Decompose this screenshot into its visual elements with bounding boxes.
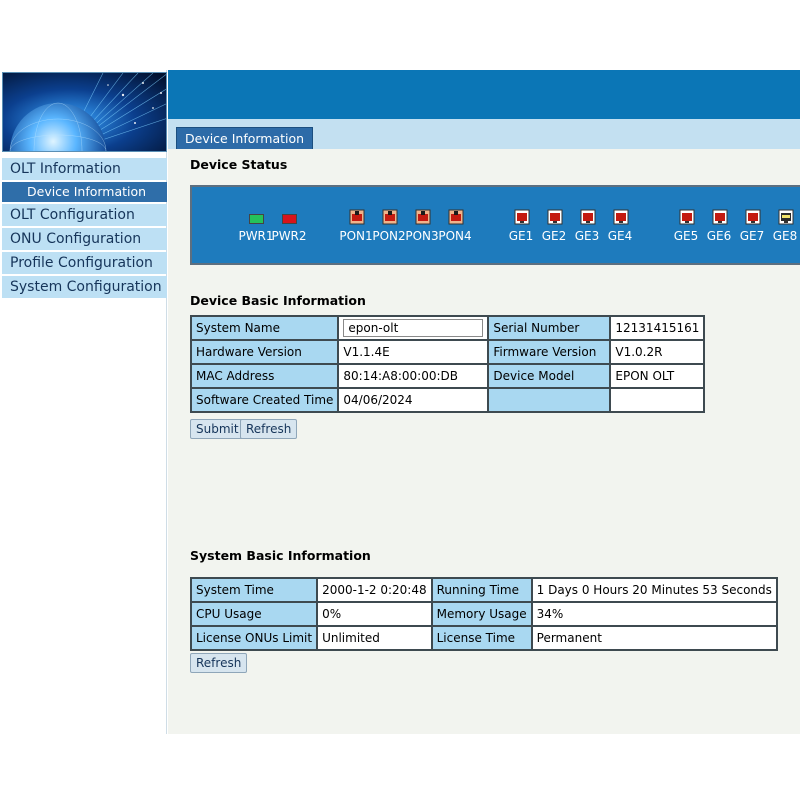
- hardware-version-label: Hardware Version: [191, 340, 338, 364]
- system-name-label: System Name: [191, 316, 338, 340]
- serial-number-label: Serial Number: [488, 316, 610, 340]
- nav-item-profile-configuration[interactable]: Profile Configuration: [2, 252, 167, 274]
- license-time-value: Permanent: [532, 626, 777, 650]
- pon-port-icon: [349, 209, 365, 225]
- nav-item-system-configuration[interactable]: System Configuration: [2, 276, 167, 298]
- license-time-label: License Time: [432, 626, 532, 650]
- system-time-label: System Time: [191, 578, 317, 602]
- ethernet-port-icon: [745, 209, 761, 225]
- ge3-label: GE3: [574, 229, 600, 243]
- ge8-label: GE8: [772, 229, 798, 243]
- pon-port-icon: [415, 209, 431, 225]
- pwr1-led-icon: [249, 214, 264, 224]
- running-time-value: 1 Days 0 Hours 20 Minutes 53 Seconds: [532, 578, 777, 602]
- pon4-label: PON4: [438, 229, 472, 243]
- ge1-label: GE1: [508, 229, 534, 243]
- system-name-cell: [338, 316, 488, 340]
- app-window: [0, 70, 800, 734]
- firmware-version-label: Firmware Version: [488, 340, 610, 364]
- table-row: [191, 602, 777, 626]
- refresh-system-info-button[interactable]: Refresh: [190, 653, 247, 673]
- mac-address-label: MAC Address: [191, 364, 338, 388]
- tab-bar: [168, 119, 800, 149]
- ethernet-port-icon: [580, 209, 596, 225]
- ethernet-port-icon: [514, 209, 530, 225]
- nav-item-device-information[interactable]: Device Information: [2, 182, 167, 202]
- header-bar: [168, 70, 800, 119]
- pwr1-label: PWR1: [238, 229, 274, 243]
- software-created-time-value: 04/06/2024: [338, 388, 488, 412]
- tab-device-information[interactable]: Device Information: [176, 127, 313, 149]
- table-row: [191, 578, 777, 602]
- empty-value-cell: [610, 388, 704, 412]
- device-model-label: Device Model: [488, 364, 610, 388]
- ge5-label: GE5: [673, 229, 699, 243]
- table-row: [191, 316, 704, 340]
- ge7-label: GE7: [739, 229, 765, 243]
- pon2-label: PON2: [372, 229, 406, 243]
- pon-port-icon: [382, 209, 398, 225]
- ethernet-port-icon: [547, 209, 563, 225]
- table-row: [191, 364, 704, 388]
- device-basic-info-title: Device Basic Information: [190, 293, 366, 308]
- system-name-input[interactable]: [343, 319, 483, 337]
- ge4-label: GE4: [607, 229, 633, 243]
- ethernet-port-icon: [712, 209, 728, 225]
- left-panel: [0, 70, 167, 734]
- device-status-title: Device Status: [190, 157, 288, 172]
- pwr2-label: PWR2: [271, 229, 307, 243]
- ethernet-port-icon: [778, 209, 794, 225]
- globe-banner-image: [2, 72, 167, 152]
- ge2-label: GE2: [541, 229, 567, 243]
- ethernet-port-icon: [613, 209, 629, 225]
- nav-menu: [2, 158, 167, 300]
- device-basic-info-table: [190, 315, 705, 413]
- table-row: [191, 340, 704, 364]
- system-basic-info-table: [190, 577, 778, 651]
- memory-usage-value: 34%: [532, 602, 777, 626]
- system-time-value: 2000-1-2 0:20:48: [317, 578, 432, 602]
- nav-item-olt-information[interactable]: OLT Information: [2, 158, 167, 180]
- memory-usage-label: Memory Usage: [432, 602, 532, 626]
- license-onus-limit-label: License ONUs Limit: [191, 626, 317, 650]
- device-status-panel: [190, 185, 800, 265]
- license-onus-limit-value: Unlimited: [317, 626, 432, 650]
- cpu-usage-label: CPU Usage: [191, 602, 317, 626]
- ethernet-port-icon: [679, 209, 695, 225]
- pwr2-led-icon: [282, 214, 297, 224]
- pon-port-icon: [448, 209, 464, 225]
- firmware-version-value: V1.0.2R: [610, 340, 704, 364]
- main-content: [168, 149, 800, 734]
- pon3-label: PON3: [405, 229, 439, 243]
- table-row: [191, 388, 704, 412]
- nav-item-olt-configuration[interactable]: OLT Configuration: [2, 204, 167, 226]
- device-model-value: EPON OLT: [610, 364, 704, 388]
- refresh-device-info-button[interactable]: Refresh: [240, 419, 297, 439]
- table-row: [191, 626, 777, 650]
- pon1-label: PON1: [339, 229, 373, 243]
- submit-button[interactable]: Submit: [190, 419, 245, 439]
- empty-label-cell: [488, 388, 610, 412]
- cpu-usage-value: 0%: [317, 602, 432, 626]
- serial-number-value: 12131415161: [610, 316, 704, 340]
- mac-address-value: 80:14:A8:00:00:DB: [338, 364, 488, 388]
- hardware-version-value: V1.1.4E: [338, 340, 488, 364]
- nav-item-onu-configuration[interactable]: ONU Configuration: [2, 228, 167, 250]
- system-basic-info-title: System Basic Information: [190, 548, 371, 563]
- globe-icon: [3, 73, 167, 152]
- software-created-time-label: Software Created Time: [191, 388, 338, 412]
- running-time-label: Running Time: [432, 578, 532, 602]
- ge6-label: GE6: [706, 229, 732, 243]
